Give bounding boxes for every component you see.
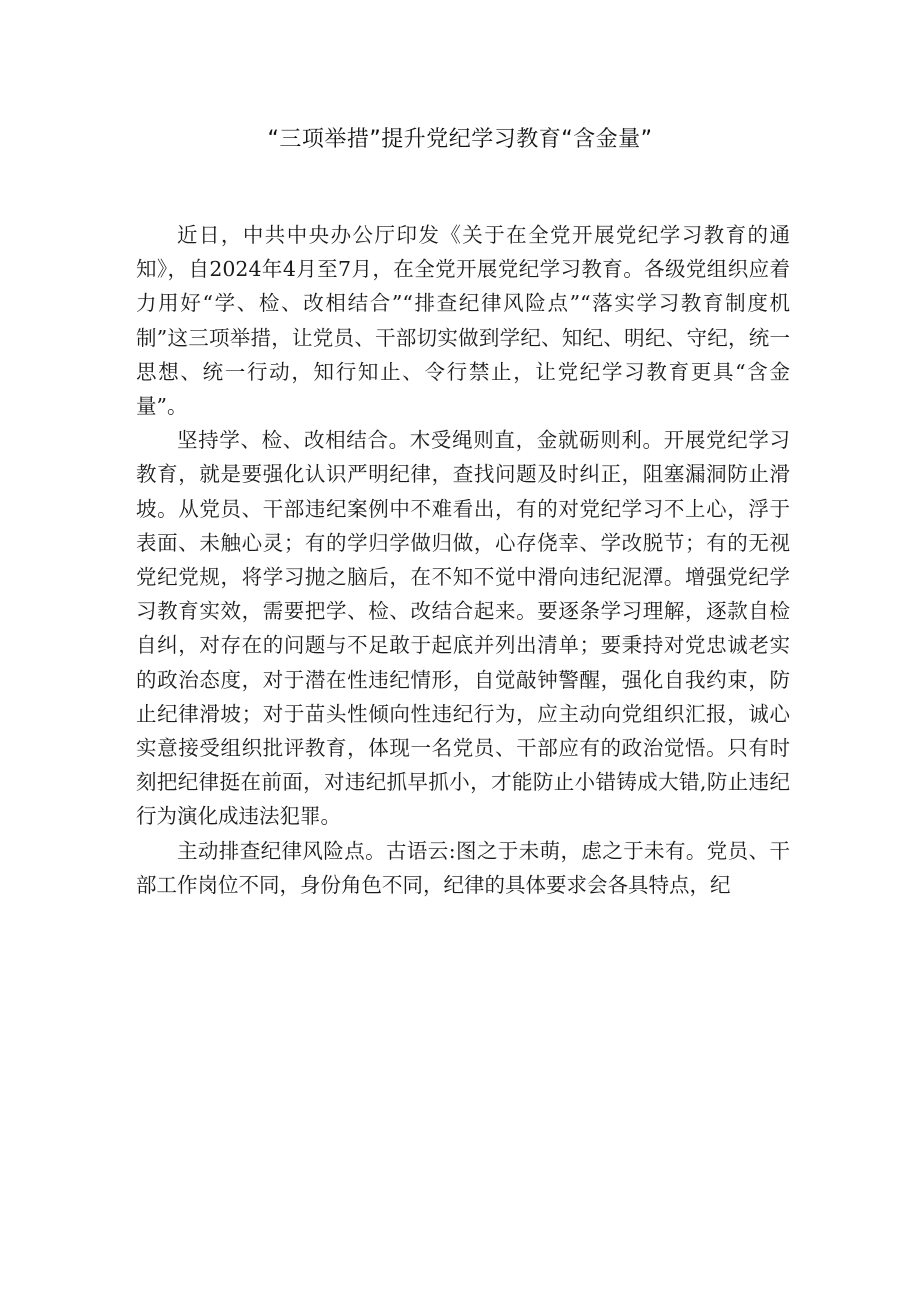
paragraph-intro: 近日，中共中央办公厅印发《关于在全党开展党纪学习教育的通知》，自2024年4月至7月，在全党开展党纪学习教育。各级党组织应着力用好“学、检、改相结合”“排查纪律风险点”“落实学习教育制度机制”这三项举措，让党员、干部切实做到学纪、知纪、明纪、守纪，统一思想、统一行动，知行知止、令行禁止，让党纪学习教育更具“含金量”。 (136, 223, 790, 419)
document-body (136, 218, 790, 902)
paragraph-risk-points: 主动排查纪律风险点。古语云:图之于未萌，虑之于未有。党员、干部工作岗位不同，身份角色不同，纪律的具体要求会各具特点，纪 (136, 838, 790, 897)
paragraph-learn-check-correct: 坚持学、检、改相结合。木受绳则直，金就砺则利。开展党纪学习教育，就是要强化认识严明纪律，查找问题及时纠正，阻塞漏洞防止滑坡。从党员、干部违纪案例中不难看出，有的对党纪学习不上心，浮于表面、未触心灵；有的学归学做归做，心存侥幸、学改脱节；有的无视党纪党规，将学习抛之脑后，在不知不觉中滑向违纪泥潭。增强党纪学习教育实效，需要把学、检、改结合起来。要逐条学习理解，逐款自检自纠，对存在的问题与不足敢于起底并列出清单；要秉持对党忠诚老实的政治态度，对于潜在性违纪情形，自觉敲钟警醒，强化自我约束，防止纪律滑坡；对于苗头性倾向性违纪行为，应主动向党组织汇报，诚心实意接受组织批评教育，体现一名党员、干部应有的政治觉悟。只有时刻把纪律挺在前面，对违纪抓早抓小，才能防止小错铸成大错,防止违纪行为演化成违法犯罪。 (136, 428, 790, 829)
document-title: “三项举措”提升党纪学习教育“含金量” (267, 127, 653, 152)
